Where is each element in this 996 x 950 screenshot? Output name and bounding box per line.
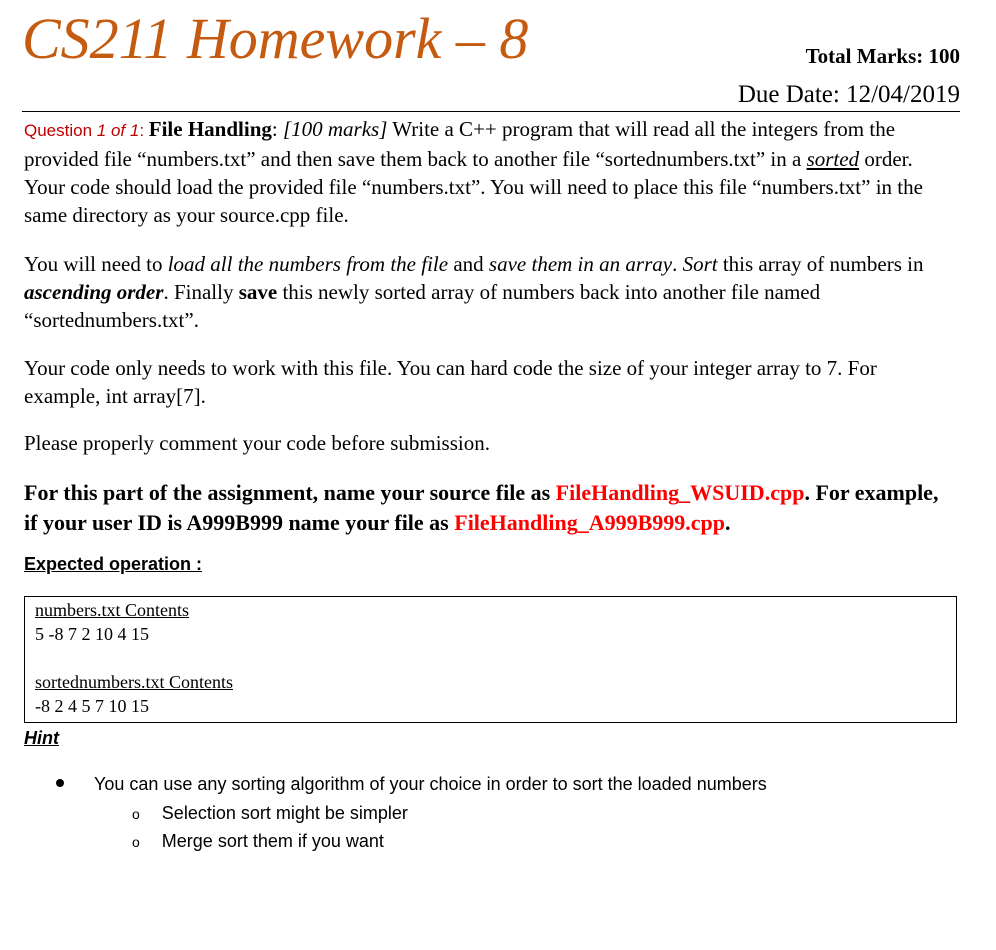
bullet-circle-icon: o xyxy=(132,834,140,850)
expected-operation-heading: Expected operation : xyxy=(24,554,203,574)
question-paragraph-3: Your code only needs to work with this file. You can hard code the size of your integer array to 7. For example, int array[7]. xyxy=(24,356,877,408)
sorted-file-values: -8 2 4 5 7 10 15 xyxy=(35,696,149,716)
filename-example: FileHandling_A999B999.cpp xyxy=(454,510,726,535)
bullet-circle-icon: o xyxy=(132,806,140,822)
filename-template: FileHandling_WSUID.cpp xyxy=(555,480,805,505)
question-marks: [100 marks] xyxy=(282,117,388,141)
question-label: Question 1 of 1: xyxy=(24,121,149,140)
hint-heading: Hint xyxy=(24,728,59,748)
question-paragraph-1: Question 1 of 1: File Handling: [100 marks] Write a C++ program that will read all the integers from the provided file “numbers.txt” and then save them back to another file “sortednumbers.txt” in a sorted order. Your code should load the provided file “numbers.txt”. You will need to place this file “numbers.txt” in the same directory as your source.cpp file. xyxy=(24,117,923,227)
question-paragraph-4: Please properly comment your code before submission. xyxy=(24,431,490,455)
expected-output-box xyxy=(24,596,957,723)
hint-subbullet-1: o Selection sort might be simpler xyxy=(132,801,408,826)
total-marks: Total Marks: 100 xyxy=(805,44,960,68)
bullet-dot-icon xyxy=(56,779,64,787)
numbers-file-values: 5 -8 7 2 10 4 15 xyxy=(35,624,149,644)
hint-subbullet-2: o Merge sort them if you want xyxy=(132,829,384,854)
question-topic: File Handling xyxy=(148,117,272,141)
header-divider xyxy=(22,111,960,112)
question-paragraph-2: You will need to load all the numbers from the file and save them in an array. Sort this array of numbers in ascending order. Finally save this newly sorted array of numbers back into another file named “sortednumbers.txt”. xyxy=(24,252,924,332)
due-date: Due Date: 12/04/2019 xyxy=(737,81,960,108)
sorted-file-label: sortednumbers.txt Contents xyxy=(35,672,233,692)
submission-instructions: For this part of the assignment, name your source file as FileHandling_WSUID.cpp. For example, if your user ID is A999B999 name your file as FileHandling_A999B999.cpp. xyxy=(24,480,939,535)
document-title: CS211 Homework – 8 xyxy=(22,6,529,71)
numbers-file-label: numbers.txt Contents xyxy=(35,600,189,620)
hint-bullet: You can use any sorting algorithm of your choice in order to sort the loaded numbers xyxy=(56,772,767,796)
